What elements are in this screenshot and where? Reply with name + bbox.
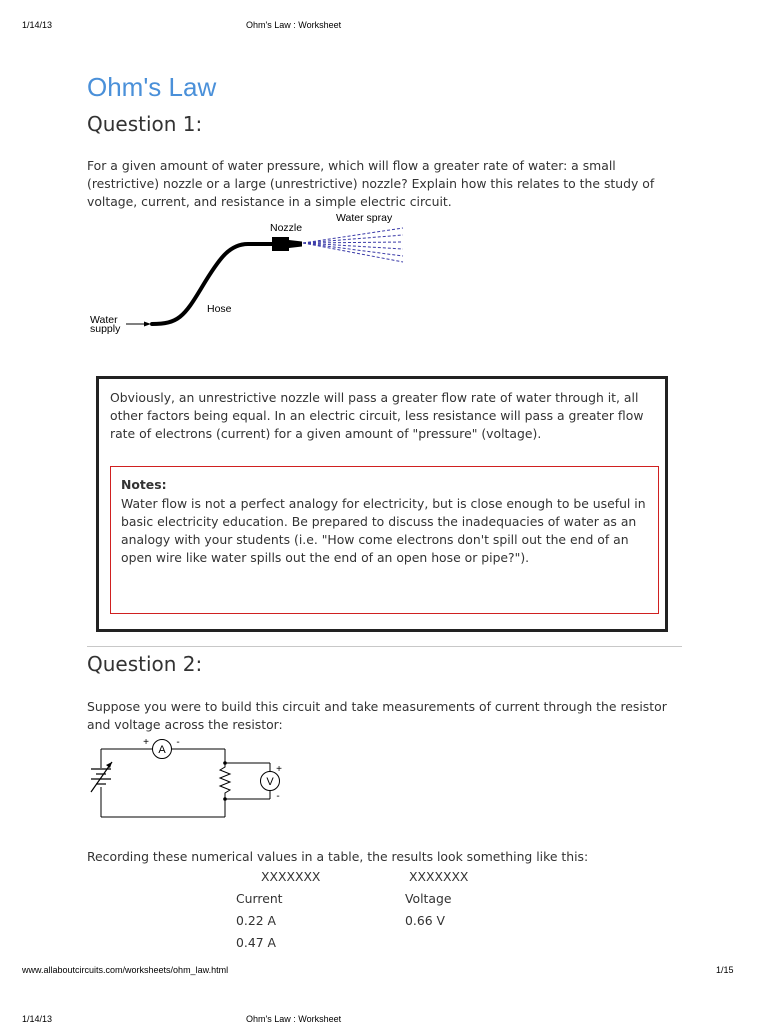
voltmeter-minus: - bbox=[276, 791, 280, 802]
table-intro-text: Recording these numerical values in a table, the results look something like this: bbox=[87, 849, 589, 864]
table-placeholder: XXXXXXX bbox=[409, 869, 469, 884]
table-cell: 0.22 A bbox=[236, 913, 277, 928]
print-title: Ohm's Law : Worksheet bbox=[246, 20, 342, 30]
notes-title: Notes: bbox=[121, 477, 167, 492]
next-page-date: 1/14/13 bbox=[22, 1014, 53, 1024]
page-title: Ohm's Law bbox=[87, 72, 217, 102]
hose-label: Hose bbox=[207, 303, 232, 315]
nozzle-label: Nozzle bbox=[270, 222, 303, 234]
water-supply-label-line2: supply bbox=[90, 323, 121, 335]
water-spray-icon bbox=[303, 228, 403, 262]
answer-text: Obviously, an unrestrictive nozzle will pass a greater flow rate of water through it, all other factors being equal. In an electric circuit, less resistance will pass a greater flow rate of electrons (current) for a given amount of "pressure" (voltage). bbox=[110, 390, 644, 441]
ammeter-minus: - bbox=[176, 737, 180, 748]
circuit-diagram bbox=[85, 735, 300, 825]
table-header-current: Current bbox=[236, 891, 283, 906]
nozzle-icon bbox=[272, 237, 289, 251]
footer-url[interactable]: www.allaboutcircuits.com/worksheets/ohm_law.html bbox=[22, 965, 229, 975]
table-placeholder: XXXXXXX bbox=[261, 869, 321, 884]
ammeter-label: A bbox=[158, 744, 166, 756]
resistor-icon bbox=[220, 763, 230, 799]
print-date: 1/14/13 bbox=[22, 20, 53, 30]
hose-nozzle-diagram bbox=[80, 205, 420, 340]
voltmeter-label: V bbox=[266, 776, 274, 788]
question-2-heading: Question 2: bbox=[87, 652, 203, 676]
question-1-heading: Question 1: bbox=[87, 112, 203, 136]
ammeter-plus: + bbox=[143, 737, 149, 748]
next-page-title: Ohm's Law : Worksheet bbox=[246, 1014, 342, 1024]
notes-text: Water flow is not a perfect analogy for electricity, but is close enough to be useful in basic electricity education. Be prepared to discuss the inadequacies of water as an analogy with your students (i.e. "How come electrons don't spill out the end of an open wire like water spills out the end of an open hose or pipe?"). bbox=[121, 496, 646, 565]
notes-box bbox=[110, 466, 659, 614]
table-cell: 0.47 A bbox=[236, 935, 277, 950]
voltmeter-plus: + bbox=[276, 764, 282, 775]
section-divider bbox=[87, 646, 682, 647]
table-cell: 0.66 V bbox=[405, 913, 446, 928]
footer-page-number: 1/15 bbox=[716, 965, 734, 975]
water-supply-label-line1: Water bbox=[90, 314, 118, 326]
answer-box bbox=[96, 376, 668, 632]
question-2-text: Suppose you were to build this circuit and take measurements of current through the resistor and voltage across the resistor: bbox=[87, 699, 667, 732]
question-1-text: For a given amount of water pressure, which will flow a greater rate of water: a small (restrictive) nozzle or a large (unrestrictive) nozzle? Explain how this relates to the study of voltage, current, and resistance in a simple electric circuit. bbox=[87, 158, 655, 209]
water-spray-label: Water spray bbox=[336, 212, 393, 224]
table-header-voltage: Voltage bbox=[405, 891, 452, 906]
